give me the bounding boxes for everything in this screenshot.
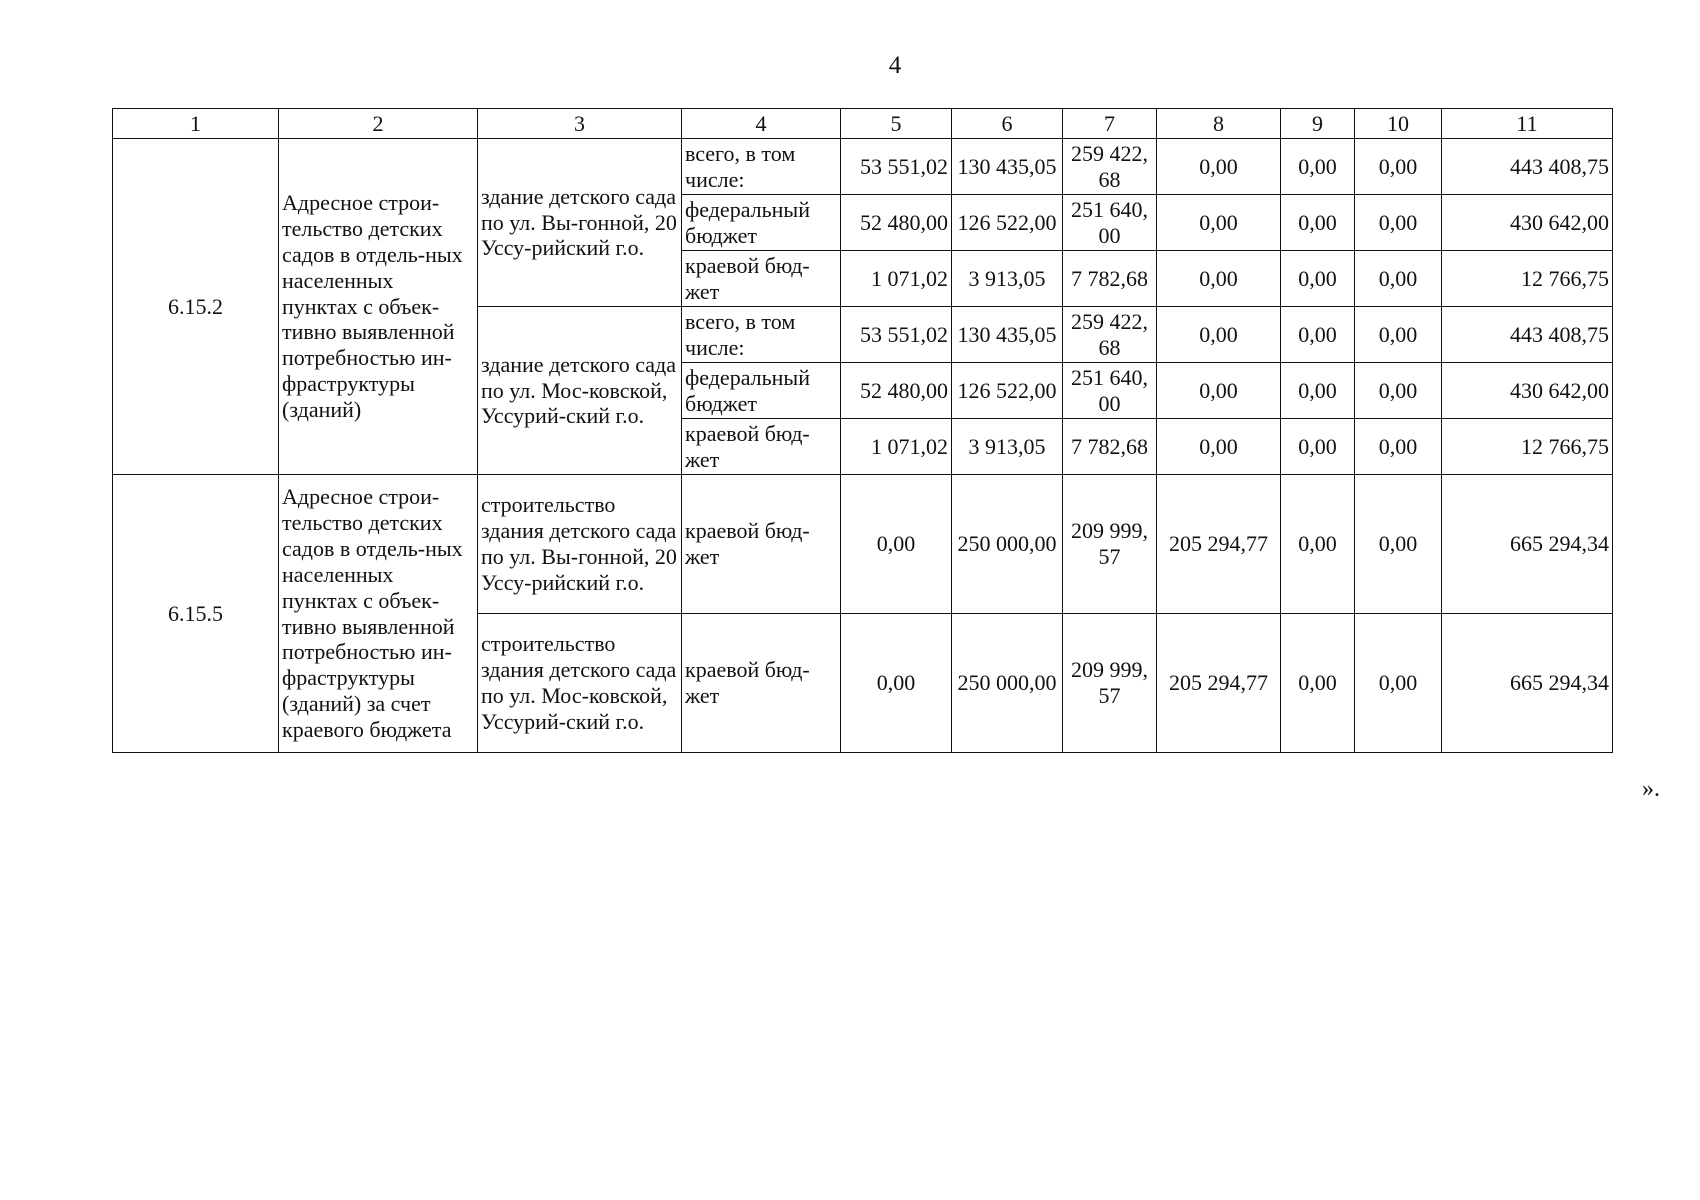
value-col-9: 0,00 [1281,475,1355,614]
object-name: строительство здания детского сада по ул. Вы-гонной, 20 Уссу-рийский г.о. [478,475,682,614]
value-col-10: 0,00 [1355,307,1442,363]
value-col-6: 3 913,05 [952,419,1063,475]
value-col-8: 0,00 [1157,195,1281,251]
value-col-7: 209 999,57 [1063,475,1157,614]
value-col-9: 0,00 [1281,614,1355,753]
header-cell-9: 9 [1281,109,1355,139]
funding-source: краевой бюд-жет [682,251,841,307]
value-col-11: 12 766,75 [1442,251,1613,307]
value-col-10: 0,00 [1355,475,1442,614]
value-col-8: 0,00 [1157,363,1281,419]
value-col-11: 665 294,34 [1442,614,1613,753]
value-col-9: 0,00 [1281,307,1355,363]
value-col-6: 126 522,00 [952,363,1063,419]
value-col-8: 0,00 [1157,139,1281,195]
header-cell-2: 2 [279,109,478,139]
value-col-10: 0,00 [1355,614,1442,753]
funding-table [112,108,1613,753]
value-col-7: 209 999,57 [1063,614,1157,753]
value-col-6: 130 435,05 [952,139,1063,195]
value-col-5: 1 071,02 [841,251,952,307]
header-cell-5: 5 [841,109,952,139]
header-cell-6: 6 [952,109,1063,139]
value-col-9: 0,00 [1281,139,1355,195]
funding-source: краевой бюд-жет [682,475,841,614]
header-cell-3: 3 [478,109,682,139]
value-col-5: 53 551,02 [841,307,952,363]
value-col-7: 251 640,00 [1063,363,1157,419]
value-col-11: 443 408,75 [1442,307,1613,363]
table-row [113,139,1613,195]
value-col-7: 251 640,00 [1063,195,1157,251]
value-col-7: 7 782,68 [1063,251,1157,307]
header-cell-10: 10 [1355,109,1442,139]
value-col-5: 1 071,02 [841,419,952,475]
header-cell-8: 8 [1157,109,1281,139]
value-col-8: 0,00 [1157,419,1281,475]
value-col-10: 0,00 [1355,139,1442,195]
page-number: 4 [888,52,902,79]
value-col-7: 7 782,68 [1063,419,1157,475]
value-col-11: 443 408,75 [1442,139,1613,195]
funding-source: краевой бюд-жет [682,614,841,753]
value-col-10: 0,00 [1355,195,1442,251]
value-col-7: 259 422,68 [1063,139,1157,195]
value-col-11: 12 766,75 [1442,419,1613,475]
value-col-9: 0,00 [1281,419,1355,475]
value-col-6: 3 913,05 [952,251,1063,307]
value-col-9: 0,00 [1281,363,1355,419]
table-row [113,475,1613,614]
closing-quote-mark: ». [1642,776,1660,802]
value-col-5: 0,00 [841,614,952,753]
object-name: строительство здания детского сада по ул. Мос-ковской, Уссурий-ский г.о. [478,614,682,753]
value-col-11: 665 294,34 [1442,475,1613,614]
value-col-5: 52 480,00 [841,195,952,251]
value-col-11: 430 642,00 [1442,363,1613,419]
value-col-10: 0,00 [1355,251,1442,307]
value-col-6: 250 000,00 [952,475,1063,614]
value-col-5: 52 480,00 [841,363,952,419]
header-cell-11: 11 [1442,109,1613,139]
value-col-8: 0,00 [1157,251,1281,307]
value-col-6: 130 435,05 [952,307,1063,363]
value-col-10: 0,00 [1355,419,1442,475]
funding-source: краевой бюд-жет [682,419,841,475]
header-row [113,109,1613,139]
value-col-11: 430 642,00 [1442,195,1613,251]
value-col-8: 0,00 [1157,307,1281,363]
header-cell-7: 7 [1063,109,1157,139]
item-name: Адресное строи-тельство детских садов в отдель-ных населенных пунктах с объек-тивно выявленной потребностью ин-фраструктуры (зданий) [279,139,478,475]
object-name: здание детского сада по ул. Вы-гонной, 20 Уссу-рийский г.о. [478,139,682,307]
value-col-5: 0,00 [841,475,952,614]
value-col-5: 53 551,02 [841,139,952,195]
item-code: 6.15.2 [113,139,279,475]
header-cell-1: 1 [113,109,279,139]
funding-source: всего, в том числе: [682,139,841,195]
funding-source: федеральный бюджет [682,363,841,419]
funding-source: федеральный бюджет [682,195,841,251]
object-name: здание детского сада по ул. Мос-ковской, Уссурий-ский г.о. [478,307,682,475]
item-name: Адресное строи-тельство детских садов в отдель-ных населенных пунктах с объек-тивно выявленной потребностью ин-фраструктуры (зданий) за счет краевого бюджета [279,475,478,753]
value-col-7: 259 422,68 [1063,307,1157,363]
value-col-6: 126 522,00 [952,195,1063,251]
value-col-9: 0,00 [1281,251,1355,307]
header-cell-4: 4 [682,109,841,139]
value-col-8: 205 294,77 [1157,475,1281,614]
value-col-10: 0,00 [1355,363,1442,419]
item-code: 6.15.5 [113,475,279,753]
funding-source: всего, в том числе: [682,307,841,363]
value-col-6: 250 000,00 [952,614,1063,753]
value-col-9: 0,00 [1281,195,1355,251]
value-col-8: 205 294,77 [1157,614,1281,753]
